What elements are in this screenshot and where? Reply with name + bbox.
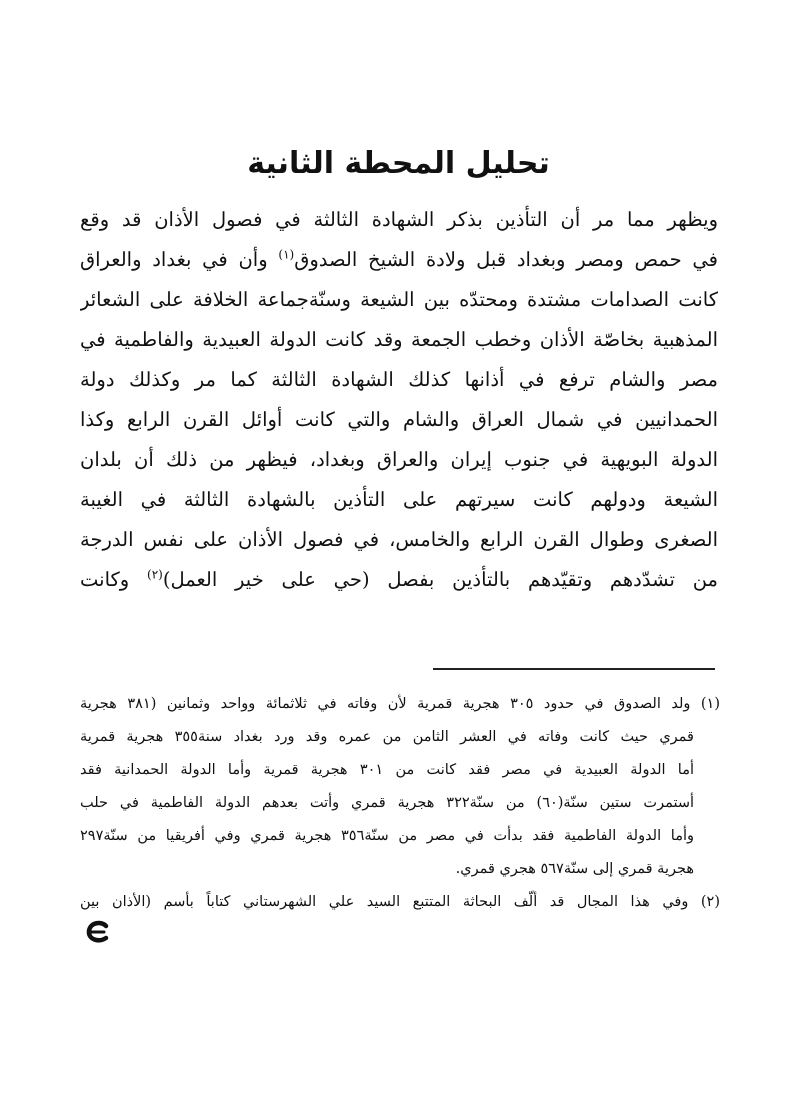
footnote-line: وأما الدولة الفاطمية فقد بدأت في مصر من سنّة٣٥٦ هجرية قمري وفي أفريقيا من سنّة٢٩٧	[80, 828, 694, 844]
paragraph-line: ويظهر مما مر أن التأذين بذكر الشهادة الثالثة في فصول الأذان قد وقع	[80, 208, 718, 231]
footnote-ref-2[interactable]: (٢)	[147, 567, 163, 582]
paragraph-line: من تشدّدهم وتقيّدهم بالتأذين بفصل (حي على خير العمل)$^{(٢)}$ وكانت	[80, 567, 718, 591]
paragraph-line: الصغرى وطوال القرن الرابع والخامس، في فصول الأذان على نفس الدرجة	[80, 528, 718, 551]
footnote-line: أما الدولة العبيدية في مصر فقد كانت من ٣٠١ هجرية قمرية وأما الدولة الحمدانية فقد	[80, 762, 694, 778]
paragraph-line: المذهبية بخاصّة الأذان وخطب الجمعة وقد كانت الدولة العبيدية والفاطمية في	[80, 328, 718, 351]
footnote-line: قمري حيث كانت وفاته في العشر الثامن من عمره وقد ورد بغداد سنة٣٥٥ هجرية قمرية	[80, 729, 694, 745]
footnote-line: أستمرت ستين سنّة(٦٠) من سنّة٣٢٢ هجرية قمري وأتت بعدهم الدولة الفاطمية في حلب	[80, 795, 695, 811]
footnote-separator	[433, 668, 715, 670]
paragraph-line: الحمدانيين في شمال العراق والشام والتي كانت أوائل القرن الرابع وكذا	[80, 408, 718, 431]
main-paragraph	[80, 200, 718, 600]
footnotes	[80, 688, 720, 919]
paragraph-line: في حمص ومصر وبغداد قبل ولادة الشيخ الصدوق$^{(١)}$ وأن في بغداد والعراق	[80, 247, 718, 271]
ornament-mark-icon	[84, 918, 112, 946]
paragraph-line: مصر والشام ترفع في أذانها كذلك الشهادة الثالثة كما مر وكذلك دولة	[80, 368, 718, 391]
paragraph-line: كانت الصدامات مشتدة ومحتدّه بين الشيعة وسنّةجماعة الخلافة على الشعائر	[80, 288, 718, 311]
footnote-ref-1[interactable]: (١)	[278, 247, 295, 262]
footnote-line: هجرية قمري إلى سنّة٥٦٧ هجري قمري.	[455, 861, 694, 877]
paragraph-line: الدولة البويهية في جنوب إيران والعراق وبغداد، فيظهر من ذلك أن بلدان	[80, 448, 718, 471]
paragraph-line: الشيعة ودولهم كانت سيرتهم على التأذين بالشهادة الثالثة في الغيبة	[80, 488, 718, 511]
footnote-line: (١) ولد الصدوق في حدود ٣٠٥ هجرية قمرية لأن وفاته في ثلاثمائة وواحد وثمانين (٣٨١ هجرية	[80, 696, 720, 712]
footnote-line: (٢) وفي هذا المجال قد ألّف البحاثة المتتبع السيد علي الشهرستاني كتاباً بأسم (الأذان بين	[80, 894, 720, 910]
page-title: تحليل المحطة الثانية	[247, 146, 550, 181]
